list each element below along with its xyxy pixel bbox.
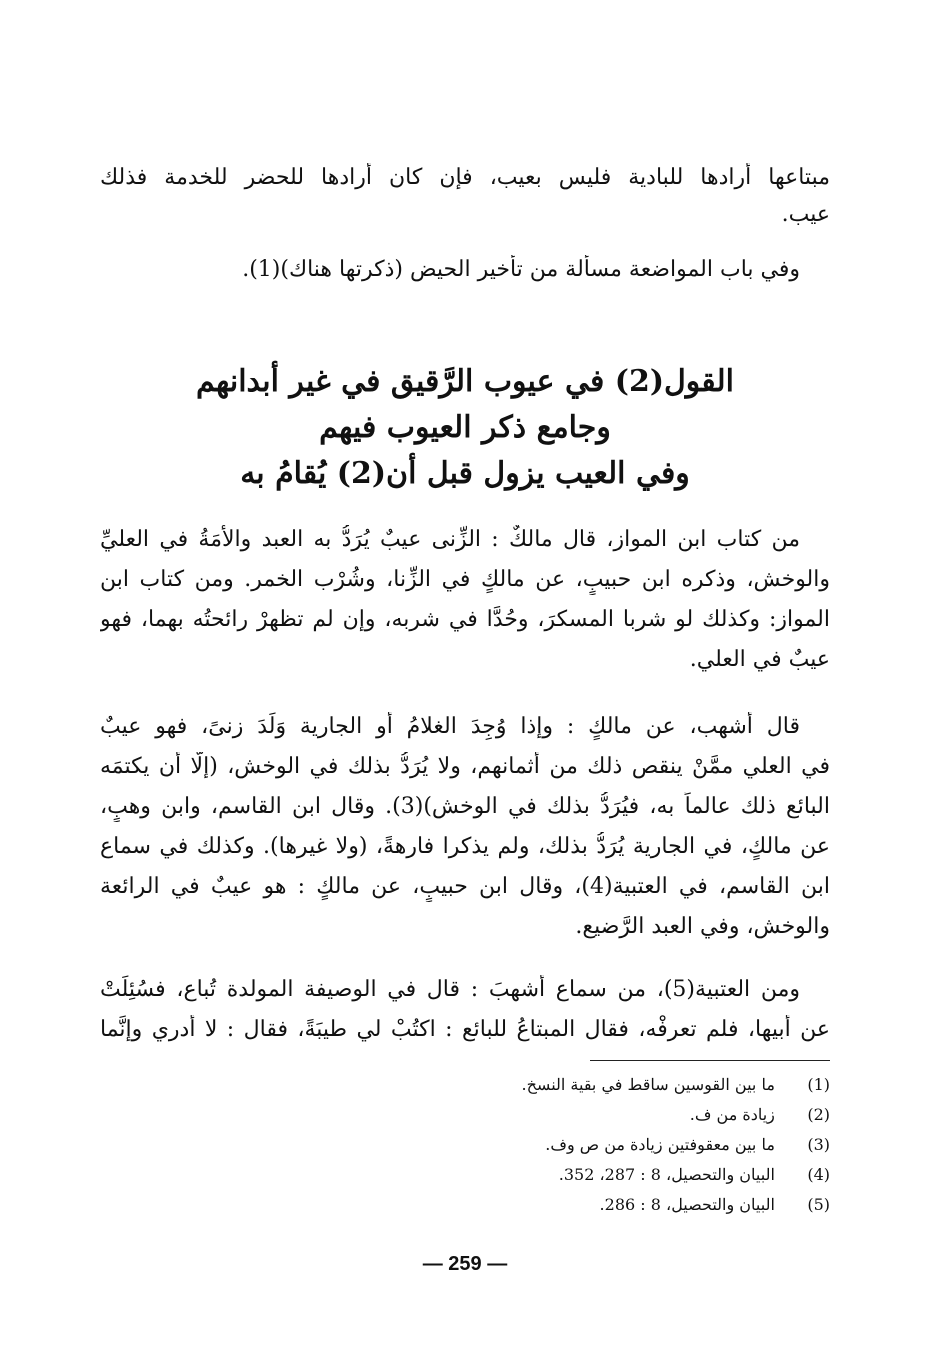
footnote-number: (5) [807,1195,830,1214]
text-line: وفي باب المواضعة مسألة من تأخير الحيض (ذكرتها هناك)(1). [242,257,800,282]
footnote [130,1193,830,1217]
text-line: والوخش، وفي العبد الرَّضيع. [575,914,830,939]
footnote-text: البيان والتحصيل، 8 : 287، 352. [558,1165,775,1184]
footnote-text: ما بين القوسين ساقط في بقية النسخ. [521,1075,775,1094]
text-line: قال أشهب، عن مالكٍ : وإذا وُجِدَ الغلامُ أو الجارية وَلَدَ زنىً، فهو عيبٌ [100,714,800,739]
footnote [130,1073,830,1097]
footnote-number: (4) [807,1165,830,1184]
text-line: البائع ذلك عالماً به، فيُرَدُّ بذلك في الوخش)(3). وقال ابن القاسم، وابن وهبٍ، [100,794,830,819]
text-line: عن مالكٍ، في الجارية يُرَدُّ بذلك، ولم يذكرا فارهةً، (ولا غيرها). وكذلك في سماع [100,834,830,859]
text-line: عن أبيها، فلم تعرفْه، فقال المبتاعُ للبائع : اكتُبْ لي طيبَةً، فقال : لا أدري وإنَّما [100,1017,830,1042]
text-line: مبتاعها أرادها للبادية فليس بعيب، فإن كان أرادها للحضر للخدمة فذلك [100,165,830,190]
section-heading-line: وفي العيب يزول قبل أن(2) يُقامُ به [240,456,690,491]
section-heading-line: القول(2) في عيوب الرَّقيق في غير أبدانهم [196,364,734,399]
text-line: من كتاب ابن المواز، قال مالكٌ : الزِّنى عيبٌ يُرَدُّ به العبد والأمَةُ في العليِّ [100,527,800,552]
text-line: ومن العتبية(5)، من سماع أشهبَ : قال في الوصيفة المولدة تُباع، فسُئِلَتْ [100,977,800,1002]
footnote-text: زيادة من ف. [689,1105,775,1124]
footnote-divider [590,1060,830,1061]
text-line: المواز: وكذلك لو شربا المسكرَ، وحُدَّا في شربه، وإن لم تظهرْ رائحتُه بهما، فهو [100,607,830,632]
footnote-number: (1) [807,1075,830,1094]
page-number: — 259 — [422,1253,508,1275]
text-line: والوخش، وذكره ابن حبيبٍ، عن مالكٍ في الزِّنا، وشُرْب الخمر. ومن كتاب ابن [100,567,830,592]
footnote-text: ما بين معقوفتين زيادة من ص وف. [545,1135,775,1154]
section-heading-line: وجامع ذكر العيوب فيهم [319,410,611,445]
text-line: في العلي ممَّنْ ينقص ذلك من أثمانهم، ولا يُرَدُّ بذلك في الوخش، (إلّا أن يكتمَه [100,754,830,779]
footnote [130,1133,830,1157]
text-line: ابن القاسم، في العتبية(4)، وقال ابن حبيبٍ، عن مالكٍ : هو عيبٌ في الرائعة [100,874,830,899]
footnote [130,1163,830,1187]
footnote-number: (3) [807,1135,830,1154]
footnote-number: (2) [807,1105,830,1124]
text-line: عيبٌ في العلي. [689,647,830,672]
footnote-text: البيان والتحصيل، 8 : 286. [599,1195,775,1214]
footnote [130,1103,830,1127]
text-line: عيب. [781,202,830,227]
